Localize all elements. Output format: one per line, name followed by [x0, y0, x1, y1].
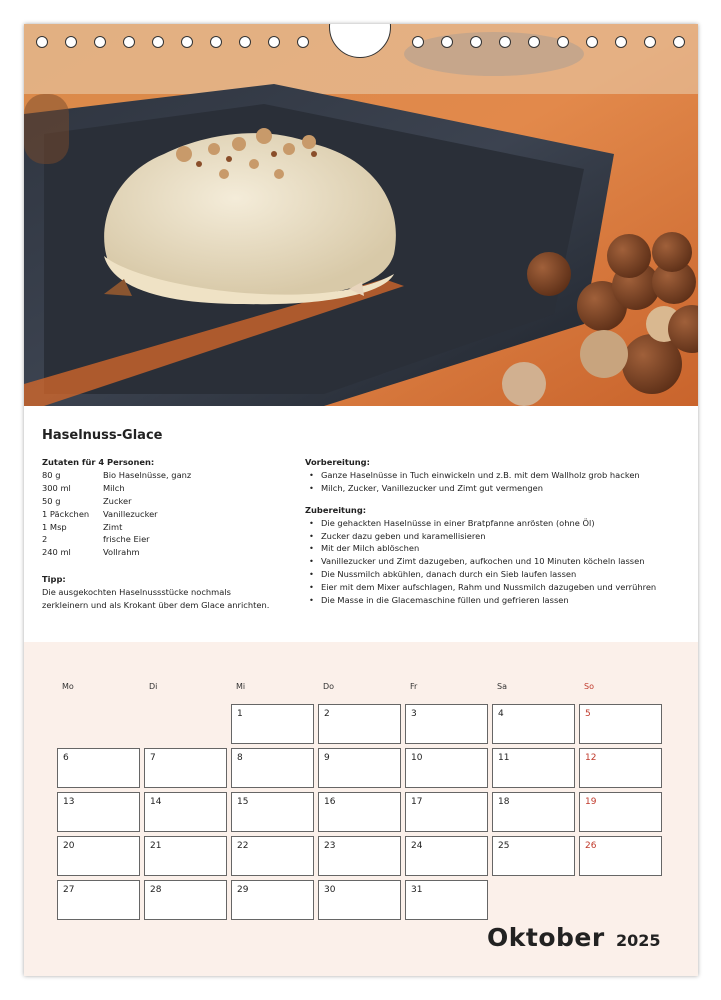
day-number: 25: [498, 841, 510, 851]
ingredient-item: Zucker: [103, 495, 132, 506]
method-step: • Mit der Milch ablöschen: [321, 542, 685, 555]
method-step: • Eier mit dem Mixer aufschlagen, Rahm und Nussmilch dazugeben und verrühren: [321, 581, 685, 594]
day-number: 18: [498, 797, 510, 807]
binding-ring: [181, 36, 193, 48]
spiral-binding: [24, 24, 698, 64]
binding-ring: [297, 36, 309, 48]
ingredients-column: [42, 456, 292, 612]
weekday-label: Fr: [410, 682, 418, 691]
weekday-label: Do: [323, 682, 335, 691]
day-number: 23: [324, 841, 336, 851]
binding-ring: [65, 36, 77, 48]
ingredient-item: Milch: [103, 482, 125, 493]
day-number: 16: [324, 797, 336, 807]
day-cell: [405, 704, 488, 744]
day-cell: [318, 836, 401, 876]
day-number: 5: [585, 709, 591, 719]
day-cell: [318, 748, 401, 788]
day-number: 2: [324, 709, 330, 719]
method-list: [305, 517, 685, 607]
method-step: • Die Masse in die Glacemaschine füllen und gefrieren lassen: [321, 594, 685, 607]
day-cell: [579, 704, 662, 744]
calendar-page: [24, 24, 698, 976]
day-number: 29: [237, 885, 249, 895]
day-cell: [57, 836, 140, 876]
day-number: 10: [411, 753, 423, 763]
ingredient-qty: 2: [42, 534, 48, 545]
day-cell: [231, 836, 314, 876]
ingredient-qty: 50 g: [42, 495, 61, 506]
ingredient-row: [42, 495, 292, 508]
binding-ring: [470, 36, 482, 48]
binding-ring: [528, 36, 540, 48]
binding-ring: [123, 36, 135, 48]
day-cell: [57, 792, 140, 832]
day-cell: [405, 792, 488, 832]
day-number: 21: [150, 841, 162, 851]
day-cell: [405, 880, 488, 920]
ingredient-item: Bio Haselnüsse, ganz: [103, 469, 192, 480]
ingredients-heading: Zutaten für 4 Personen:: [42, 457, 155, 467]
month-name: Oktober: [487, 923, 605, 952]
binding-ring: [557, 36, 569, 48]
ingredient-item: Vanillezucker: [103, 508, 158, 519]
ingredient-item: frische Eier: [103, 534, 150, 545]
ingredient-qty: 80 g: [42, 469, 61, 480]
tip-heading: Tipp:: [42, 574, 66, 585]
weekday-label: Sa: [497, 682, 507, 691]
hanger-cutout: [329, 24, 391, 58]
day-cell: [579, 836, 662, 876]
day-cell: [318, 880, 401, 920]
day-number: 19: [585, 797, 597, 807]
binding-ring: [615, 36, 627, 48]
day-cell: [579, 792, 662, 832]
ingredient-row: [42, 482, 292, 495]
day-cell: [318, 704, 401, 744]
binding-ring: [94, 36, 106, 48]
day-cell: [492, 792, 575, 832]
ingredient-qty: 1 Msp: [42, 521, 67, 532]
day-number: 30: [324, 885, 336, 895]
binding-ring: [441, 36, 453, 48]
day-cell: [231, 792, 314, 832]
dessert-photo: [24, 24, 698, 406]
weekday-label: Di: [149, 682, 158, 691]
day-cell: [492, 704, 575, 744]
day-number: 26: [585, 841, 597, 851]
binding-ring: [644, 36, 656, 48]
ingredient-row: [42, 508, 292, 521]
ingredient-row: [42, 546, 292, 559]
method-step: • Die Nussmilch abkühlen, danach durch ein Sieb laufen lassen: [321, 568, 685, 581]
day-number: 8: [237, 753, 243, 763]
preparation-column: [305, 456, 685, 607]
method-heading: Zubereitung:: [305, 504, 367, 515]
recipe-title: Haselnuss-Glace: [42, 428, 163, 443]
binding-ring: [239, 36, 251, 48]
binding-ring: [412, 36, 424, 48]
tip-text-line: zerkleinern und als Krokant über dem Glace anrichten.: [42, 600, 270, 611]
method-step: • Vanillezucker und Zimt dazugeben, aufkochen und 10 Minuten köcheln lassen: [321, 555, 685, 568]
day-cell: [231, 880, 314, 920]
day-number: 12: [585, 753, 597, 763]
day-number: 22: [237, 841, 249, 851]
binding-ring: [36, 36, 48, 48]
day-number: 20: [63, 841, 75, 851]
day-number: 9: [324, 753, 330, 763]
prep-heading: Vorbereitung:: [305, 457, 370, 467]
hazelnut-ice-cream-image: [24, 24, 698, 406]
day-cell: [318, 792, 401, 832]
weekday-label: So: [584, 682, 594, 691]
day-number: 3: [411, 709, 417, 719]
day-number: 1: [237, 709, 243, 719]
ingredient-item: Vollrahm: [103, 547, 140, 558]
prep-step: • Ganze Haselnüsse in Tuch einwickeln und z.B. mit dem Wallholz grob hacken: [321, 469, 685, 482]
binding-ring: [268, 36, 280, 48]
ingredient-qty: 240 ml: [42, 547, 71, 558]
ingredient-item: Zimt: [103, 521, 123, 532]
day-cell: [579, 748, 662, 788]
day-cell: [231, 704, 314, 744]
weekday-label: Mi: [236, 682, 246, 691]
binding-ring: [499, 36, 511, 48]
ingredient-row: [42, 533, 292, 546]
day-cell: [492, 748, 575, 788]
day-cell: [231, 748, 314, 788]
tip-text-line: Die ausgekochten Haselnussstücke nochmals: [42, 587, 231, 598]
day-cell: [144, 792, 227, 832]
method-step: • Die gehackten Haselnüsse in einer Bratpfanne anrösten (ohne Öl): [321, 517, 685, 530]
weekday-label: Mo: [62, 682, 74, 691]
method-step: • Zucker dazu geben und karamellisieren: [321, 530, 685, 543]
day-cell: [144, 748, 227, 788]
day-number: 17: [411, 797, 423, 807]
recipe-section: [24, 406, 698, 642]
day-number: 27: [63, 885, 75, 895]
prep-step: • Milch, Zucker, Vanillezucker und Zimt gut vermengen: [321, 482, 685, 495]
day-cell: [405, 748, 488, 788]
binding-ring: [210, 36, 222, 48]
day-cell: [144, 836, 227, 876]
prep-list: [305, 469, 685, 495]
day-number: 31: [411, 885, 423, 895]
day-cell: [492, 836, 575, 876]
binding-ring: [673, 36, 685, 48]
day-cell: [405, 836, 488, 876]
day-number: 4: [498, 709, 504, 719]
day-cell: [57, 880, 140, 920]
day-number: 14: [150, 797, 162, 807]
binding-ring: [586, 36, 598, 48]
day-cell: [57, 748, 140, 788]
day-number: 15: [237, 797, 249, 807]
year-label: 2025: [616, 931, 661, 950]
day-number: 13: [63, 797, 75, 807]
ingredient-row: [42, 469, 292, 482]
ingredient-qty: 1 Päckchen: [42, 508, 90, 519]
day-number: 11: [498, 753, 510, 763]
day-cell: [144, 880, 227, 920]
ingredient-row: [42, 521, 292, 534]
day-number: 28: [150, 885, 162, 895]
binding-ring: [152, 36, 164, 48]
day-number: 24: [411, 841, 423, 851]
day-number: 7: [150, 753, 156, 763]
day-number: 6: [63, 753, 69, 763]
ingredient-qty: 300 ml: [42, 482, 71, 493]
month-calendar: [24, 642, 698, 976]
